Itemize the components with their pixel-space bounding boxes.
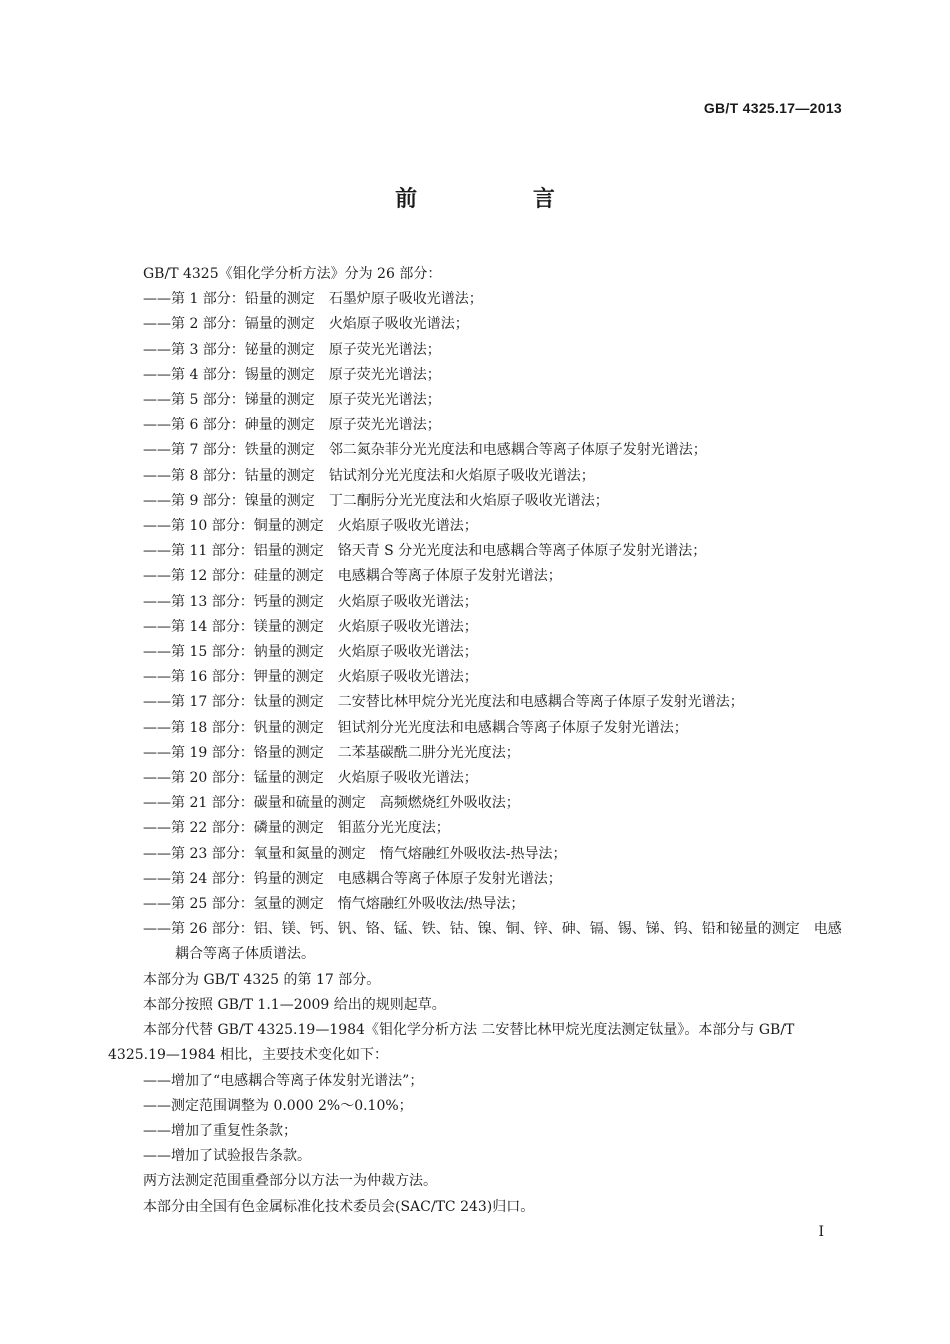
part-method: 火焰原子吸收光谱法；	[337, 669, 478, 686]
part-method: 火焰原子吸收光谱法；	[337, 518, 478, 535]
part-label: ——第 22 部分：磷量的测定	[143, 820, 324, 837]
part-method: 火焰原子吸收光谱法；	[337, 644, 478, 661]
part-item	[108, 791, 844, 816]
part-item	[108, 438, 844, 463]
change-item: ——测定范围调整为 0.000 2%～0.10%；	[143, 1097, 413, 1114]
part-label: ——第 15 部分：钠量的测定	[143, 644, 324, 661]
document-body	[108, 262, 844, 1220]
part-item	[108, 564, 844, 589]
part-item	[108, 615, 844, 640]
part-method: 火焰原子吸收光谱法；	[337, 593, 478, 610]
part-label: ——第 16 部分：钾量的测定	[143, 669, 324, 686]
change-item: ——增加了试验报告条款。	[143, 1148, 311, 1165]
part-label: ——第 6 部分：砷量的测定	[143, 417, 315, 434]
part-label: ——第 18 部分：钒量的测定	[143, 719, 324, 736]
part-label: ——第 26 部分：铝、镁、钙、钒、铬、锰、铁、钴、镍、铜、锌、砷、镉、锡、锑、钨、铅和铋量的测定	[143, 921, 800, 938]
part-label: ——第 8 部分：钴量的测定	[143, 467, 315, 484]
part-label: ——第 23 部分：氧量和氮量的测定	[143, 845, 366, 862]
part-method: 原子荧光光谱法；	[328, 341, 441, 358]
part-method: 铬天青 S 分光光度法和电感耦合等离子体原子发射光谱法；	[337, 543, 707, 560]
part-label: ——第 12 部分：硅量的测定	[143, 568, 324, 585]
part-item	[108, 413, 844, 438]
part-method: 原子荧光光谱法；	[328, 417, 441, 434]
part-item	[108, 287, 844, 312]
part-item	[108, 539, 844, 564]
part-label: ——第 9 部分：镍量的测定	[143, 492, 315, 509]
page-title: 前 言	[395, 186, 609, 212]
part-method: 二苯基碳酰二肼分光光度法；	[337, 744, 520, 761]
part-of-statement: 本部分为 GB/T 4325 的第 17 部分。	[143, 971, 381, 988]
part-item	[108, 363, 844, 388]
part-item	[108, 338, 844, 363]
part-item	[108, 716, 844, 741]
change-item: ——增加了重复性条款；	[143, 1122, 297, 1139]
part-item	[108, 312, 844, 337]
part-method: 钽试剂分光光度法和电感耦合等离子体原子发射光谱法；	[337, 719, 688, 736]
part-item	[108, 640, 844, 665]
part-method: 电感耦合等离子体原子发射光谱法；	[337, 870, 562, 887]
part-method: 钼蓝分光光度法；	[337, 820, 450, 837]
part-item	[108, 690, 844, 715]
part-method: 丁二酮肟分光光度法和火焰原子吸收光谱法；	[328, 492, 609, 509]
drafting-statement: 本部分按照 GB/T 1.1—2009 给出的规则起草。	[143, 996, 446, 1013]
part-item	[108, 741, 844, 766]
part-method: 火焰原子吸收光谱法；	[337, 618, 478, 635]
part-label: ——第 21 部分：碳量和硫量的测定	[143, 795, 366, 812]
authority-statement: 本部分由全国有色金属标准化技术委员会(SAC/TC 243)归口。	[143, 1198, 535, 1215]
part-item	[108, 464, 844, 489]
part-item	[108, 766, 844, 791]
part-label: ——第 1 部分：铅量的测定	[143, 291, 315, 308]
part-label: ——第 13 部分：钙量的测定	[143, 593, 324, 610]
part-method: 石墨炉原子吸收光谱法；	[328, 291, 483, 308]
part-method: 惰气熔融红外吸收法/热导法；	[337, 896, 525, 913]
part-label: ——第 17 部分：钛量的测定	[143, 694, 324, 711]
part-item	[108, 892, 844, 917]
part-label: ——第 25 部分：氢量的测定	[143, 896, 324, 913]
change-item: ——增加了“电感耦合等离子体发射光谱法”；	[143, 1072, 424, 1089]
part-method: 惰气熔融红外吸收法-热导法；	[379, 845, 567, 862]
part-label: ——第 4 部分：锡量的测定	[143, 366, 315, 383]
arbitration-statement: 两方法测定范围重叠部分以方法一为仲裁方法。	[143, 1173, 437, 1190]
part-label: ——第 24 部分：钨量的测定	[143, 870, 324, 887]
replacement-statement: 本部分代替 GB/T 4325.19—1984《钼化学分析方法 二安替比林甲烷光度法测定钛量》。本部分与 GB/T 4325.19—1984 相比，主要技术变化如下：	[108, 1022, 795, 1064]
part-label: ——第 7 部分：铁量的测定	[143, 442, 315, 459]
part-item	[108, 867, 844, 892]
part-method: 二安替比林甲烷分光光度法和电感耦合等离子体原子发射光谱法；	[337, 694, 744, 711]
standard-code: GB/T 4325.17—2013	[703, 100, 842, 116]
part-method: 邻二氮杂菲分光光度法和电感耦合等离子体原子发射光谱法；	[328, 442, 707, 459]
part-label: ——第 11 部分：铝量的测定	[143, 543, 324, 560]
part-method: 原子荧光光谱法；	[328, 366, 441, 383]
part-item	[108, 816, 844, 841]
parts-list	[108, 287, 844, 967]
part-item	[108, 665, 844, 690]
part-label: ——第 2 部分：镉量的测定	[143, 316, 315, 333]
part-method: 电感耦合等离子体质谱法。	[175, 921, 842, 963]
part-label: ——第 14 部分：镁量的测定	[143, 618, 324, 635]
part-label: ——第 5 部分：锑量的测定	[143, 392, 315, 409]
part-item	[108, 917, 844, 967]
part-label: ——第 3 部分：铋量的测定	[143, 341, 315, 358]
part-method: 火焰原子吸收光谱法；	[337, 770, 478, 787]
page-number: I	[818, 1224, 824, 1240]
part-label: ——第 10 部分：铜量的测定	[143, 518, 324, 535]
part-label: ——第 20 部分：锰量的测定	[143, 770, 324, 787]
part-method: 原子荧光光谱法；	[328, 392, 441, 409]
part-method: 火焰原子吸收光谱法；	[328, 316, 469, 333]
part-item	[108, 514, 844, 539]
part-method: 电感耦合等离子体原子发射光谱法；	[337, 568, 562, 585]
intro-line: GB/T 4325《钼化学分析方法》分为 26 部分：	[143, 266, 442, 282]
part-item	[108, 489, 844, 514]
part-item	[108, 590, 844, 615]
part-item	[108, 388, 844, 413]
part-method: 钴试剂分光光度法和火焰原子吸收光谱法；	[328, 467, 595, 484]
part-method: 高频燃烧红外吸收法；	[379, 795, 520, 812]
part-label: ——第 19 部分：铬量的测定	[143, 744, 324, 761]
part-item	[108, 842, 844, 867]
